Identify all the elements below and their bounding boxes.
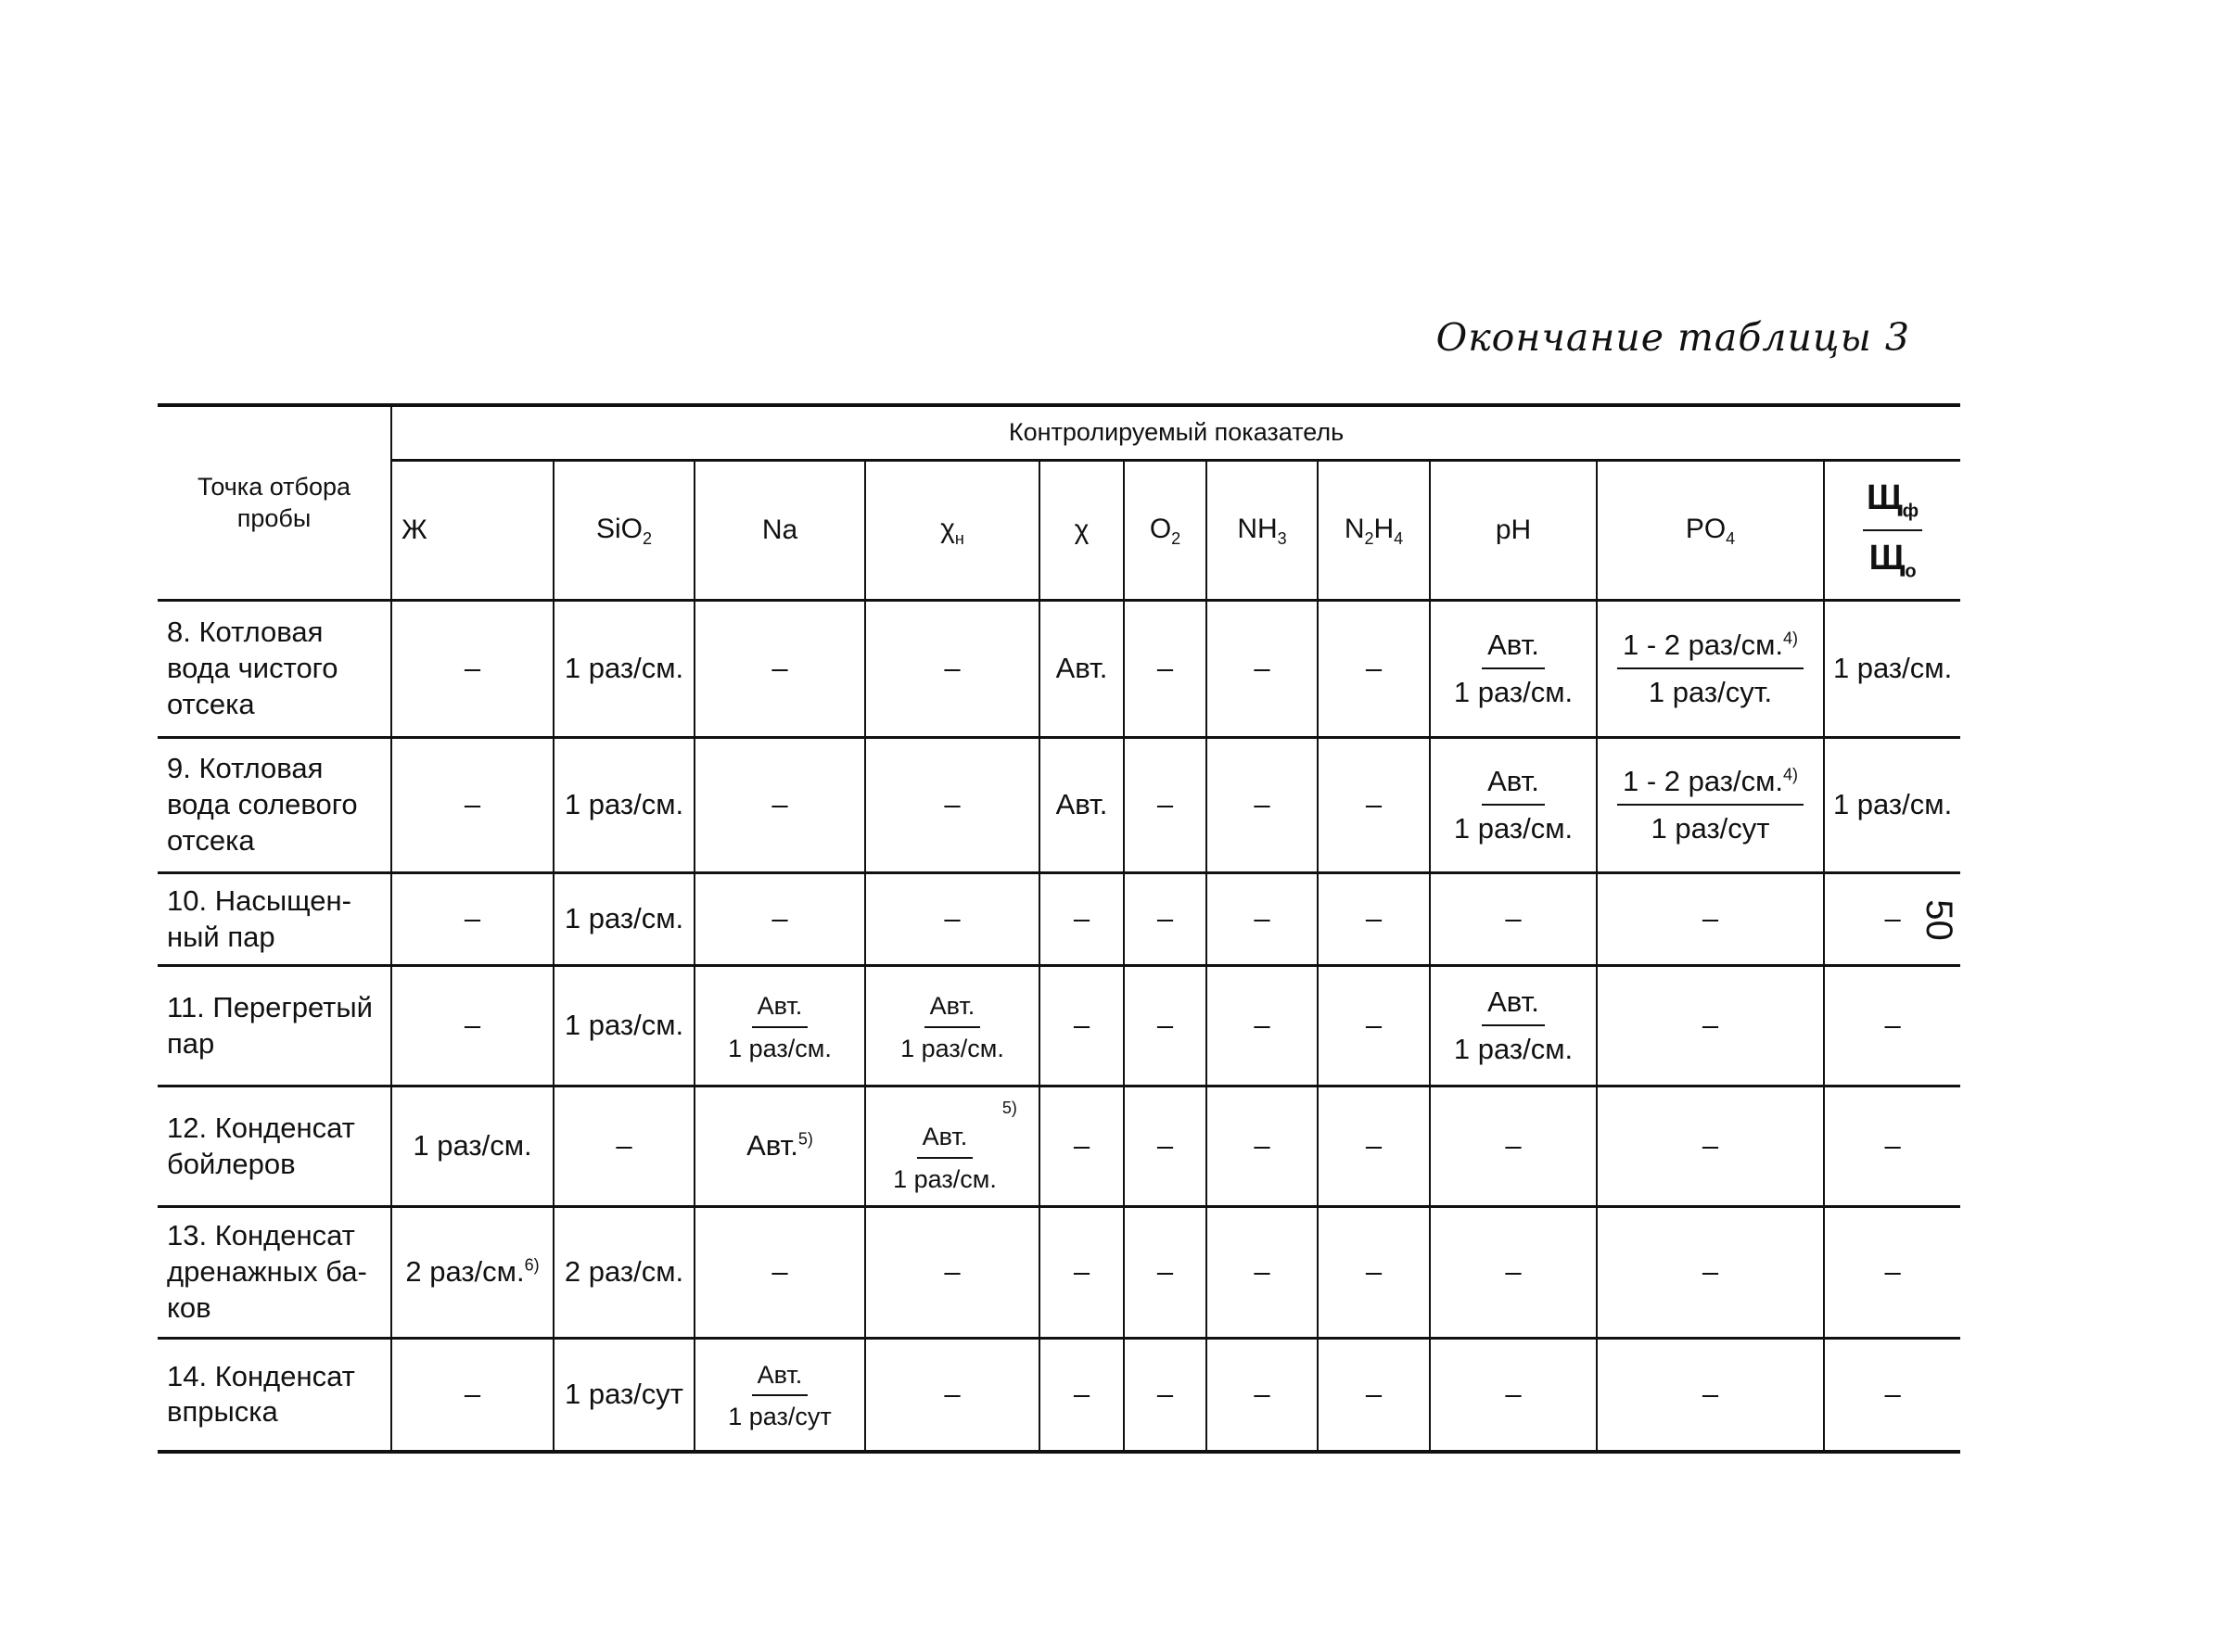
table-row <box>158 1207 1960 1339</box>
cell-o2: – <box>1124 1207 1206 1339</box>
cell-ph: – <box>1430 1207 1597 1339</box>
cell-na: – <box>695 738 865 873</box>
cell-n2h4: – <box>1318 1087 1430 1207</box>
cell-sio2: 1 раз/сут <box>554 1339 695 1452</box>
controlled-parameter-header: Контролируемый показатель <box>391 405 1960 461</box>
cell-ph: $\frac{\text{Авт.}}{\text{1 раз/см.}}$ <box>1430 601 1597 738</box>
cell-alkalinity-ratio: – <box>1824 1339 1960 1452</box>
cell-zh: – <box>391 966 554 1087</box>
cell-na: $\frac{\text{Авт.}}{\text{1 раз/см.}}$ <box>695 966 865 1087</box>
col-n2h4: $N_2H_4$ <box>1318 461 1430 601</box>
cell-ph: – <box>1430 1339 1597 1452</box>
cell-po4: – <box>1597 1207 1824 1339</box>
table-row <box>158 873 1960 966</box>
cell-n2h4: – <box>1318 966 1430 1087</box>
col-po4: $PO_4$ <box>1597 461 1824 601</box>
col-alkalinity-ratio: $\frac{Щ_ф}{Щ_о}$ <box>1824 461 1960 601</box>
sampling-point: 10. Насыщен-ный пар <box>158 873 391 966</box>
sampling-point-header: Точка отбора пробы <box>158 405 391 601</box>
cell-alkalinity-ratio: 1 раз/см. <box>1824 601 1960 738</box>
cell-o2: – <box>1124 966 1206 1087</box>
sampling-point: 12. Конденсат бойлеров <box>158 1087 391 1207</box>
cell-sio2: 1 раз/см. <box>554 738 695 873</box>
cell-ph: $\frac{\text{Авт.}}{\text{1 раз/см.}}$ <box>1430 966 1597 1087</box>
page-number: 50 <box>1918 899 1959 941</box>
cell-alkalinity-ratio: – <box>1824 1207 1960 1339</box>
cell-nh3: – <box>1206 873 1318 966</box>
cell-sio2: 2 раз/см. <box>554 1207 695 1339</box>
cell-n2h4: – <box>1318 1339 1430 1452</box>
cell-nh3: – <box>1206 966 1318 1087</box>
cell-po4: – <box>1597 966 1824 1087</box>
cell-chi-n: – <box>865 601 1039 738</box>
table-row <box>158 601 1960 738</box>
cell-chi: – <box>1039 873 1124 966</box>
cell-alkalinity-ratio: – <box>1824 966 1960 1087</box>
cell-o2: – <box>1124 873 1206 966</box>
sampling-point: 11. Перегретый пар <box>158 966 391 1087</box>
table-row <box>158 1339 1960 1452</box>
cell-n2h4: – <box>1318 873 1430 966</box>
cell-po4: $\frac{1 - 2 раз/см.^{4)}}{\text{1 раз/сут}}$ <box>1597 738 1824 873</box>
cell-ph: – <box>1430 1087 1597 1207</box>
cell-nh3: – <box>1206 1207 1318 1339</box>
cell-chi-n: $\frac{\text{Авт.}}{\text{1 раз/см.}}$ <box>865 966 1039 1087</box>
cell-n2h4: – <box>1318 1207 1430 1339</box>
col-sio2: SiO$_2$ <box>554 461 695 601</box>
cell-chi-n: – <box>865 873 1039 966</box>
cell-chi: – <box>1039 966 1124 1087</box>
col-o2: $O_2$ <box>1124 461 1206 601</box>
cell-chi: Авт. <box>1039 738 1124 873</box>
cell-zh: – <box>391 873 554 966</box>
cell-na: – <box>695 873 865 966</box>
sampling-point: 13. Конденсат дренажных ба-ков <box>158 1207 391 1339</box>
col-chi-n: $\chi_н$ <box>865 461 1039 601</box>
cell-chi-n: $\frac{\text{Авт.}}{\text{1 раз/см.}}$ $^{5)}$ <box>865 1087 1039 1207</box>
table-row <box>158 966 1960 1087</box>
sampling-point: 9. Котловая вода солевого отсека <box>158 738 391 873</box>
table-caption: Окончание таблицы 3 <box>1435 315 1910 360</box>
cell-chi: – <box>1039 1339 1124 1452</box>
cell-alkalinity-ratio: 1 раз/см. <box>1824 738 1960 873</box>
cell-na: Авт.$^{5)}$ <box>695 1087 865 1207</box>
cell-ph: $\frac{\text{Авт.}}{\text{1 раз/см.}}$ <box>1430 738 1597 873</box>
cell-nh3: – <box>1206 601 1318 738</box>
col-ph: pH <box>1430 461 1597 601</box>
cell-zh: 2 раз/см.$^{6)}$ <box>391 1207 554 1339</box>
col-nh3: $NH_3$ <box>1206 461 1318 601</box>
cell-chi: Авт. <box>1039 601 1124 738</box>
cell-chi-n: – <box>865 1339 1039 1452</box>
sampling-point: 8. Котловая вода чистого отсека <box>158 601 391 738</box>
cell-alkalinity-ratio: – <box>1824 1087 1960 1207</box>
cell-chi: – <box>1039 1087 1124 1207</box>
cell-zh: – <box>391 1339 554 1452</box>
cell-nh3: – <box>1206 738 1318 873</box>
cell-o2: – <box>1124 601 1206 738</box>
cell-nh3: – <box>1206 1339 1318 1452</box>
cell-chi: – <box>1039 1207 1124 1339</box>
cell-po4: $\frac{1 - 2 раз/см.^{4)}}{\text{1 раз/сут.}}$ <box>1597 601 1824 738</box>
table-row <box>158 1087 1960 1207</box>
cell-sio2: – <box>554 1087 695 1207</box>
cell-n2h4: – <box>1318 601 1430 738</box>
cell-zh: 1 раз/см. <box>391 1087 554 1207</box>
monitoring-table <box>158 403 1960 1454</box>
cell-na: – <box>695 1207 865 1339</box>
cell-chi-n: – <box>865 1207 1039 1339</box>
table-row <box>158 738 1960 873</box>
cell-o2: – <box>1124 1087 1206 1207</box>
cell-sio2: 1 раз/см. <box>554 601 695 738</box>
cell-n2h4: – <box>1318 738 1430 873</box>
cell-zh: – <box>391 738 554 873</box>
cell-po4: – <box>1597 1087 1824 1207</box>
sampling-point: 14. Конденсат впрыска <box>158 1339 391 1452</box>
cell-sio2: 1 раз/см. <box>554 873 695 966</box>
col-chi: χ <box>1039 461 1124 601</box>
cell-po4: – <box>1597 1339 1824 1452</box>
cell-na: – <box>695 601 865 738</box>
cell-na: $\frac{\text{Авт.}}{\text{1 раз/сут}}$ <box>695 1339 865 1452</box>
cell-o2: – <box>1124 1339 1206 1452</box>
cell-nh3: – <box>1206 1087 1318 1207</box>
col-na: Na <box>695 461 865 601</box>
cell-zh: – <box>391 601 554 738</box>
cell-po4: – <box>1597 873 1824 966</box>
cell-o2: – <box>1124 738 1206 873</box>
cell-chi-n: – <box>865 738 1039 873</box>
cell-ph: – <box>1430 873 1597 966</box>
cell-sio2: 1 раз/см. <box>554 966 695 1087</box>
cell-alkalinity-ratio: – <box>1824 873 1960 966</box>
col-zh: Ж <box>391 461 554 601</box>
